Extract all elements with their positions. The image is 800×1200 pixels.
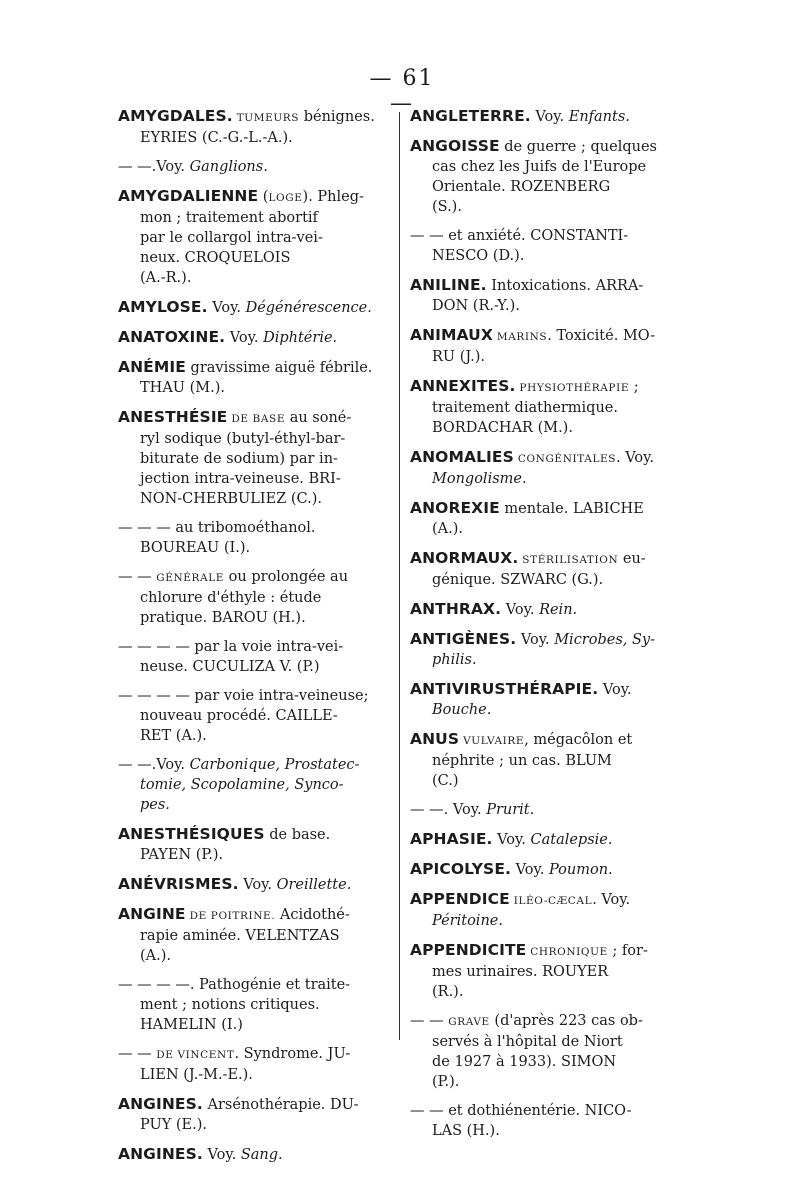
entry-continuation-line [410, 1121, 682, 1141]
entry-first-line [410, 226, 682, 246]
index-entry [410, 325, 682, 367]
entry-text: Orientale. ROZENBERG [432, 179, 611, 195]
entry-headword: ANTIVIRUSTHÉRAPIE. [410, 680, 599, 698]
entry-smallcaps-text: CONGÉNITALES [513, 453, 617, 465]
entry-text: LIEN (J.-M.-E.). [140, 1067, 253, 1083]
entry-text: Voy. [501, 602, 540, 618]
entry-text: traitement diathermique. [432, 400, 618, 416]
entry-text: Voy. [238, 877, 277, 893]
entry-text: néphrite ; un cas. BLUM [432, 753, 612, 769]
entry-continuation-line [118, 208, 390, 228]
index-entry [118, 1144, 390, 1165]
entry-continuation-line [118, 588, 390, 608]
index-entry [410, 889, 682, 931]
entry-text: ryl sodique (butyl-éthyl-bar- [140, 431, 346, 447]
index-entry [410, 106, 682, 127]
index-entry [118, 297, 390, 318]
entry-text: Voy. [598, 682, 632, 698]
entry-continuation-line [410, 157, 682, 177]
entry-headword: ANGINES. [118, 1095, 203, 1113]
entry-text: — —.Voy. [118, 757, 190, 773]
entry-continuation-line [118, 1015, 390, 1035]
entry-continuation-line [118, 726, 390, 746]
entry-headword: ANORMAUX. [410, 549, 519, 567]
entry-text: (d'après 223 cas ob- [489, 1013, 643, 1029]
entry-continuation-line [118, 248, 390, 268]
entry-headword: ANUS [410, 730, 460, 748]
entry-first-line [118, 407, 390, 429]
entry-first-line [118, 567, 390, 588]
entry-text: rapie aminée. VELENTZAS [140, 928, 340, 944]
entry-text: BOUREAU (I.). [140, 540, 251, 556]
entry-first-line [118, 157, 390, 177]
entry-headword: APPENDICITE [410, 941, 527, 959]
index-entry [118, 686, 390, 746]
entry-text: par le collargol intra-vei- [140, 230, 323, 246]
entry-smallcaps-text: VULVAIRE [459, 735, 525, 747]
index-entry [118, 1094, 390, 1135]
entry-continuation-line [118, 469, 390, 489]
entry-headword: ANILINE. [410, 276, 487, 294]
entry-text: — — — —. Pathogénie et traite- [118, 977, 351, 993]
index-entry [410, 548, 682, 590]
entry-text: (A.-R.). [140, 270, 192, 286]
index-entry [118, 824, 390, 865]
entry-headword: ANATOXINE. [118, 328, 226, 346]
entry-first-line [410, 325, 682, 347]
column-divider [399, 112, 400, 1040]
entry-text: — —.Voy. [118, 159, 190, 175]
entry-italic-reference: Rein. [539, 602, 578, 618]
entry-text: — — et dothiénentérie. NICO- [410, 1103, 632, 1119]
entry-text: neux. CROQUELOIS [140, 250, 291, 266]
index-entry [118, 637, 390, 677]
entry-smallcaps-text: ILÉO-CÆCAL [509, 895, 593, 907]
entry-text: NON-CHERBULIEZ (C.). [140, 491, 323, 507]
entry-continuation-line [410, 570, 682, 590]
entry-text: Acidothé- [275, 907, 350, 923]
index-entry [118, 567, 390, 628]
entry-text: . Voy. [592, 892, 631, 908]
entry-continuation-line [410, 469, 682, 489]
entry-text: servés à l'hôpital de Niort [432, 1034, 623, 1050]
entry-headword: ANÉMIE [118, 358, 186, 376]
entry-smallcaps-text: GRAVE [448, 1016, 490, 1028]
entry-text: mes urinaires. ROUYER [432, 964, 609, 980]
index-entry [410, 599, 682, 620]
entry-continuation-line [118, 1115, 390, 1135]
entry-smallcaps-text: CHRONIQUE [526, 946, 608, 958]
entry-continuation-line [118, 995, 390, 1015]
entry-continuation-line [410, 751, 682, 771]
entry-smallcaps-text: DE VINCENT [156, 1049, 235, 1061]
entry-continuation-line [410, 197, 682, 217]
entry-text: — — — — par voie intra-veineuse; [118, 688, 369, 704]
entry-headword: AMYGDALIENNE [118, 187, 259, 205]
entry-headword: ANESTHÉSIQUES [118, 825, 265, 843]
entry-text: nouveau procédé. CAILLE- [140, 708, 338, 724]
entry-text: DON (R.-Y.). [432, 298, 520, 314]
entry-text: . Voy. [616, 450, 655, 466]
entry-text: — — [118, 1046, 157, 1062]
index-entry [410, 800, 682, 820]
entry-headword: ANGINE [118, 905, 186, 923]
entry-continuation-line [118, 538, 390, 558]
entry-text: ou prolongée au [224, 569, 349, 585]
index-entry [410, 1101, 682, 1141]
index-entry [118, 106, 390, 148]
entry-continuation-line [410, 982, 682, 1002]
index-entry [410, 629, 682, 670]
entry-first-line [410, 376, 682, 398]
entry-text: Voy. [202, 1147, 241, 1163]
entry-smallcaps-text: DE BASE [227, 413, 286, 425]
entry-headword: ANGLETERRE. [410, 107, 531, 125]
entry-italic-reference: pes. [140, 797, 170, 813]
entry-continuation-line [118, 128, 390, 148]
index-entry [410, 275, 682, 316]
entry-text: Intoxications. ARRA- [486, 278, 644, 294]
entry-headword: ANOREXIE [410, 499, 500, 517]
index-entry [410, 729, 682, 791]
entry-text: NESCO (D.). [432, 248, 525, 264]
entry-headword: ANÉVRISMES. [118, 875, 239, 893]
entry-italic-reference: Ganglions. [189, 159, 268, 175]
entry-first-line [410, 447, 682, 469]
entry-text: biturate de sodium) par in- [140, 451, 338, 467]
entry-first-line [410, 275, 682, 296]
entry-text: — — [410, 1013, 449, 1029]
entry-continuation-line [118, 489, 390, 509]
entry-text: (A.). [432, 521, 464, 537]
index-entry [410, 859, 682, 880]
entry-first-line [118, 1094, 390, 1115]
entry-smallcaps-text: TUMEURS [232, 112, 300, 124]
entry-text: ment ; notions critiques. [140, 997, 320, 1013]
entry-text: EYRIES (C.-G.-L.-A.). [140, 130, 293, 146]
page-number: — 61 — [369, 66, 435, 116]
right-column [410, 106, 682, 1150]
entry-first-line [410, 800, 682, 820]
entry-first-line [410, 106, 682, 127]
entry-first-line [410, 498, 682, 519]
entry-text: . Toxicité. MO- [547, 328, 656, 344]
entry-first-line [410, 1011, 682, 1032]
entry-first-line [118, 357, 390, 378]
entry-text: — — — au tribomoéthanol. [118, 520, 316, 536]
entry-text: (C.) [432, 773, 459, 789]
entry-text: mon ; traitement abortif [140, 210, 318, 226]
entry-italic-reference: Sang. [240, 1147, 283, 1163]
index-entry [118, 1044, 390, 1085]
entry-text: jection intra-veineuse. BRI- [140, 471, 341, 487]
entry-first-line [118, 327, 390, 348]
entry-continuation-line [410, 398, 682, 418]
index-entry [410, 498, 682, 539]
entry-text: . Syndrome. JU- [234, 1046, 351, 1062]
entry-headword: ANTHRAX. [410, 600, 502, 618]
entry-continuation-line [118, 429, 390, 449]
entry-text: de guerre ; quelques [499, 139, 657, 155]
entry-continuation-line [410, 418, 682, 438]
entry-first-line [410, 1101, 682, 1121]
entry-first-line [410, 889, 682, 911]
entry-text: Voy. [492, 832, 531, 848]
entry-continuation-line [410, 296, 682, 316]
entry-italic-reference: tomie, Scopolamine, Synco- [140, 777, 344, 793]
entry-first-line [410, 729, 682, 751]
entry-continuation-line [410, 771, 682, 791]
entry-continuation-line [410, 177, 682, 197]
index-entry [118, 975, 390, 1035]
entry-continuation-line [410, 1032, 682, 1052]
entry-italic-reference: philis. [432, 652, 477, 668]
entry-smallcaps-text: LOGE [268, 192, 303, 204]
index-entry [118, 407, 390, 509]
entry-first-line [410, 859, 682, 880]
entry-text: bénignes. [299, 109, 375, 125]
index-entry [410, 136, 682, 217]
entry-continuation-line [410, 911, 682, 931]
entry-headword: APICOLYSE. [410, 860, 512, 878]
entry-continuation-line [118, 845, 390, 865]
entry-text: chlorure d'éthyle : étude [140, 590, 322, 606]
entry-continuation-line [410, 1052, 682, 1072]
entry-smallcaps-text: DE POITRINE. [185, 910, 276, 922]
entry-text: neuse. CUCULIZA V. (P.) [140, 659, 320, 675]
entry-first-line [118, 686, 390, 706]
entry-italic-reference: Poumon. [548, 862, 613, 878]
entry-text: THAU (M.). [140, 380, 225, 396]
index-entry [410, 829, 682, 850]
entry-italic-reference: Catalepsie. [530, 832, 613, 848]
entry-text: (S.). [432, 199, 462, 215]
entry-continuation-line [118, 795, 390, 815]
entry-first-line [118, 1044, 390, 1065]
index-entry [118, 904, 390, 966]
index-entry [410, 679, 682, 720]
index-entry [118, 874, 390, 895]
entry-first-line [118, 637, 390, 657]
entry-text: — — [118, 569, 157, 585]
entry-continuation-line [118, 706, 390, 726]
entry-first-line [410, 599, 682, 620]
entry-headword: ANNEXITES. [410, 377, 516, 395]
entry-first-line [410, 940, 682, 962]
index-entry [118, 157, 390, 177]
entry-first-line [118, 874, 390, 895]
entry-text: pratique. BAROU (H.). [140, 610, 306, 626]
entry-continuation-line [118, 449, 390, 469]
index-entry [118, 357, 390, 398]
entry-text: PUY (E.). [140, 1117, 208, 1133]
entry-first-line [410, 829, 682, 850]
entry-text: — — — — par la voie intra-vei- [118, 639, 344, 655]
index-entry [118, 518, 390, 558]
entry-text: ( [258, 189, 269, 205]
entry-first-line [410, 136, 682, 157]
entry-text: mentale. LABICHE [499, 501, 644, 517]
entry-first-line [410, 629, 682, 650]
entry-text: eu- [618, 551, 646, 567]
entry-first-line [410, 679, 682, 700]
entry-continuation-line [118, 657, 390, 677]
entry-text: RET (A.). [140, 728, 207, 744]
entry-text: génique. SZWARC (G.). [432, 572, 604, 588]
entry-italic-reference: Oreillette. [276, 877, 352, 893]
entry-first-line [118, 186, 390, 208]
entry-text: Voy. [530, 109, 569, 125]
entry-continuation-line [118, 378, 390, 398]
index-entry [410, 376, 682, 438]
entry-continuation-line [118, 926, 390, 946]
entry-first-line [118, 106, 390, 128]
entry-text: HAMELIN (I.) [140, 1017, 243, 1033]
entry-first-line [118, 904, 390, 926]
index-entry [410, 226, 682, 266]
entry-continuation-line [410, 347, 682, 367]
entry-text: RU (J.). [432, 349, 485, 365]
entry-text: gravissime aiguë fébrile. [185, 360, 373, 376]
entry-headword: AMYGDALES. [118, 107, 233, 125]
entry-text: cas chez les Juifs de l'Europe [432, 159, 647, 175]
entry-headword: ANGINES. [118, 1145, 203, 1163]
index-entry [410, 1011, 682, 1092]
entry-text: (A.). [140, 948, 172, 964]
entry-headword: ANESTHÉSIE [118, 408, 228, 426]
entry-smallcaps-text: GÉNÉRALE [156, 572, 225, 584]
entry-text: , mégacôlon et [524, 732, 633, 748]
entry-text: Voy. [516, 632, 555, 648]
entry-continuation-line [410, 962, 682, 982]
entry-headword: ANTIGÈNES. [410, 630, 517, 648]
entry-italic-reference: Dégénérescence. [245, 300, 372, 316]
entry-headword: AMYLOSE. [118, 298, 208, 316]
entry-headword: ANOMALIES [410, 448, 514, 466]
entry-continuation-line [410, 246, 682, 266]
entry-headword: APHASIE. [410, 830, 493, 848]
entry-first-line [410, 548, 682, 570]
entry-italic-reference: Microbes, Sy- [554, 632, 656, 648]
entry-smallcaps-text: STÉRILISATION [518, 554, 619, 566]
entry-first-line [118, 1144, 390, 1165]
entry-continuation-line [118, 1065, 390, 1085]
entry-text: (P.). [432, 1074, 460, 1090]
entry-text: BORDACHAR (M.). [432, 420, 573, 436]
entry-italic-reference: Enfants. [568, 109, 630, 125]
entry-text: de base. [264, 827, 331, 843]
entry-text: LAS (H.). [432, 1123, 500, 1139]
entry-continuation-line [118, 268, 390, 288]
entry-first-line [118, 824, 390, 845]
index-entry [118, 755, 390, 815]
entry-italic-reference: Péritoine. [432, 913, 503, 929]
entry-smallcaps-text: PHYSIOTHÉRAPIE [515, 382, 630, 394]
entry-italic-reference: Carbonique, Prostatec- [189, 757, 360, 773]
entry-first-line [118, 975, 390, 995]
index-entry [118, 186, 390, 288]
left-column [118, 106, 390, 1174]
entry-italic-reference: Diphtérie. [263, 330, 338, 346]
entry-text: — —. Voy. [410, 802, 487, 818]
entry-continuation-line [410, 519, 682, 539]
entry-text: ; for- [607, 943, 648, 959]
entry-text: Voy. [511, 862, 549, 878]
entry-text: Voy. [225, 330, 264, 346]
index-entry [410, 940, 682, 1002]
index-entry [118, 327, 390, 348]
entry-continuation-line [410, 1072, 682, 1092]
entry-first-line [118, 297, 390, 318]
index-entry [410, 447, 682, 489]
entry-text: ). Phleg- [302, 189, 364, 205]
entry-text: PAYEN (P.). [140, 847, 224, 863]
entry-italic-reference: Prurit. [486, 802, 535, 818]
entry-text: de 1927 à 1933). SIMON [432, 1054, 617, 1070]
entry-continuation-line [410, 700, 682, 720]
entry-continuation-line [118, 228, 390, 248]
entry-first-line [118, 755, 390, 775]
entry-first-line [118, 518, 390, 538]
entry-text: au soné- [285, 410, 352, 426]
entry-headword: ANIMAUX [410, 326, 493, 344]
entry-continuation-line [410, 650, 682, 670]
entry-continuation-line [118, 946, 390, 966]
entry-italic-reference: Mongolisme. [432, 471, 527, 487]
entry-text: Voy. [207, 300, 246, 316]
entry-text: (R.). [432, 984, 464, 1000]
entry-smallcaps-text: MARINS [492, 331, 548, 343]
entry-italic-reference: Bouche. [432, 702, 492, 718]
entry-text: Arsénothérapie. DU- [202, 1097, 359, 1113]
entry-text: ; [629, 379, 639, 395]
entry-headword: APPENDICE [410, 890, 510, 908]
entry-headword: ANGOISSE [410, 137, 500, 155]
entry-continuation-line [118, 775, 390, 795]
entry-text: — — et anxiété. CONSTANTI- [410, 228, 629, 244]
entry-continuation-line [118, 608, 390, 628]
